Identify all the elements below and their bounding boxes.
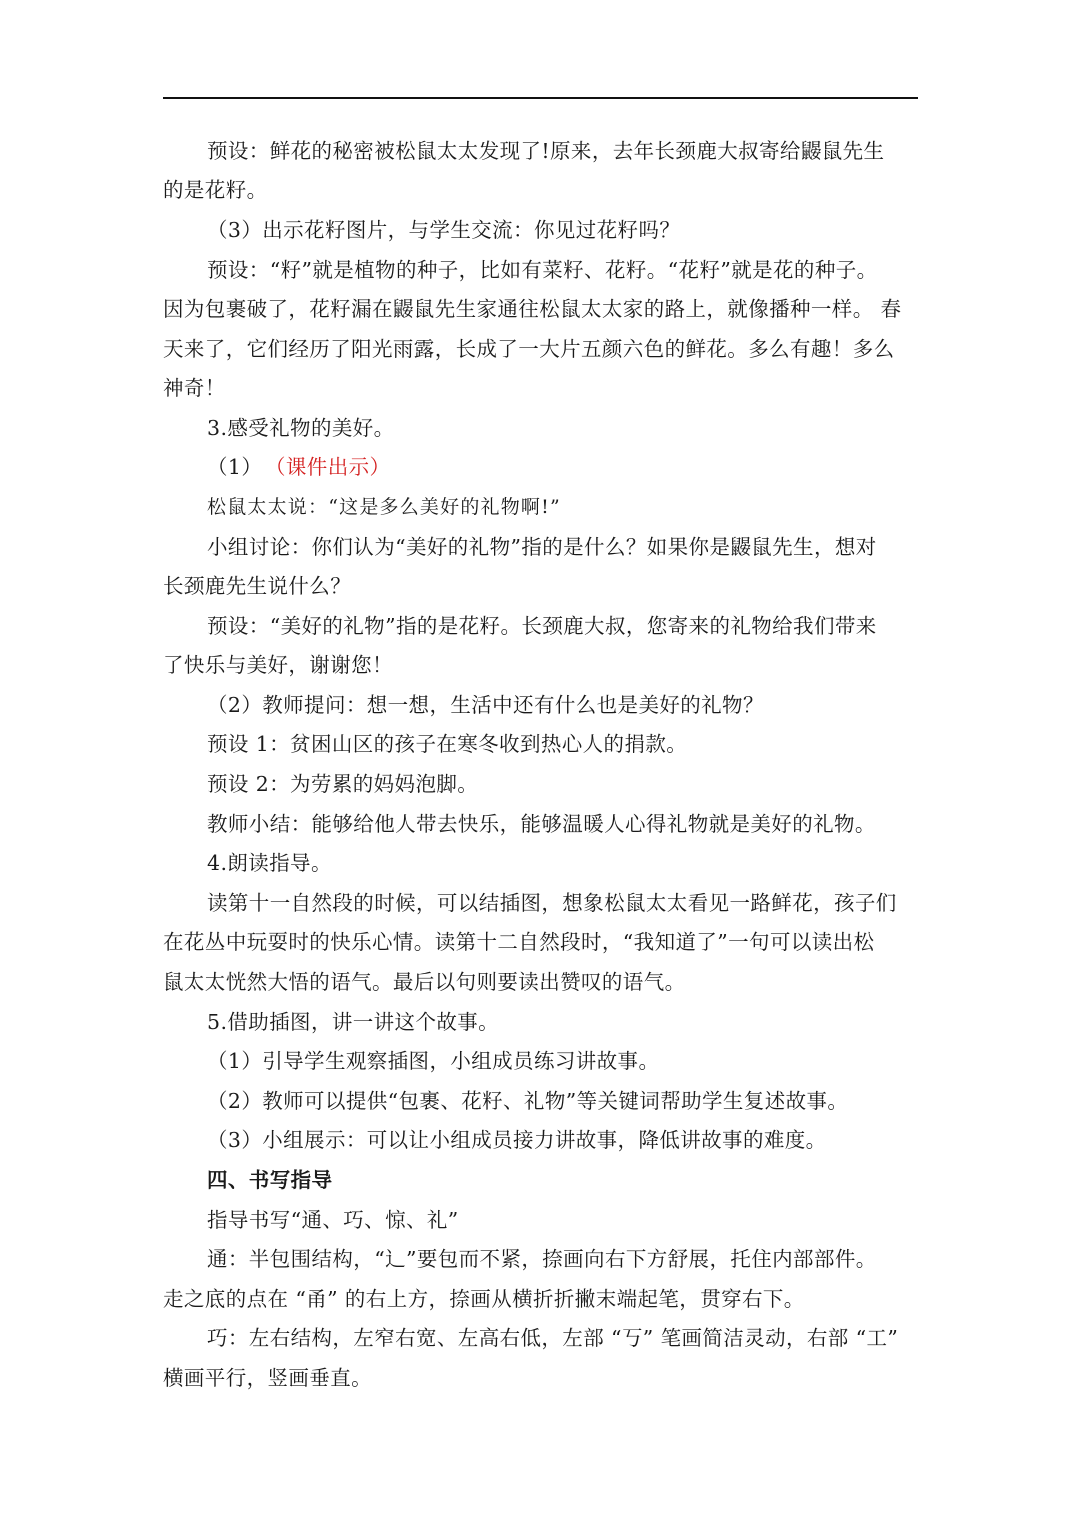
section-heading: 4.朗读指导。: [207, 851, 332, 875]
paragraph-line: 的是花籽。: [163, 178, 268, 202]
paragraph-line: 巧：左右结构，左窄右宽、左高右低，左部 “丂” 笔画简洁灵动，右部 “工”: [207, 1326, 899, 1350]
chapter-heading: 四、书写指导: [207, 1168, 333, 1192]
paragraph-line: 指导书写“通、巧、惊、礼”: [207, 1208, 459, 1232]
paragraph-line: （2）教师可以提供“包裹、花籽、礼物”等关键词帮助学生复述故事。: [207, 1089, 849, 1113]
quote-line: 松鼠太太说：“这是多么美好的礼物啊!”: [207, 496, 561, 518]
paragraph-line: 走之底的点在 “甬” 的右上方，捺画从横折折撇末端起笔，贯穿右下。: [163, 1287, 805, 1311]
paragraph-line: 预设 2：为劳累的妈妈泡脚。: [207, 772, 479, 796]
paragraph-line: 横画平行，竖画垂直。: [163, 1366, 372, 1390]
paragraph-line: 通：半包围结构，“辶”要包而不紧，捺画向右下方舒展，托住内部部件。: [207, 1247, 877, 1271]
paragraph-line: （3）小组展示：可以让小组成员接力讲故事，降低讲故事的难度。: [207, 1128, 827, 1152]
paragraph-line: 天来了，它们经历了阳光雨露，长成了一大片五颜六色的鲜花。多么有趣！多么: [163, 337, 895, 361]
paragraph-line: （2）教师提问：想一想，生活中还有什么也是美好的礼物？: [207, 693, 764, 717]
header-rule: [163, 97, 918, 99]
paragraph-line: 鼠太太恍然大悟的语气。最后以句则要读出赞叹的语气。: [163, 970, 686, 994]
paragraph-line: 读第十一自然段的时候，可以结插图，想象松鼠太太看见一路鲜花，孩子们: [207, 891, 897, 915]
section-heading: 5.借助插图，讲一讲这个故事。: [207, 1010, 500, 1034]
paragraph-line: 预设 1：贫困山区的孩子在寒冬收到热心人的捐款。: [207, 732, 688, 756]
item-number: （1）: [207, 455, 263, 479]
paragraph-line: 小组讨论：你们认为“美好的礼物”指的是什么？如果你是鼹鼠先生，想对: [207, 535, 877, 559]
paragraph-line: 预设：“籽”就是植物的种子，比如有菜籽、花籽。“花籽”就是花的种子。: [207, 258, 878, 282]
paragraph-line: 长颈鹿先生说什么？: [163, 574, 352, 598]
section-heading: 3.感受礼物的美好。: [207, 416, 395, 440]
paragraph-line: （3）出示花籽图片，与学生交流：你见过花籽吗？: [207, 218, 681, 242]
paragraph-line: 神奇！: [163, 376, 226, 400]
paragraph-line: 因为包裹破了，花籽漏在鼹鼠先生家通往松鼠太太家的路上，就像播种一样。 春: [163, 297, 902, 321]
paragraph-line: 预设：“美好的礼物”指的是花籽。长颈鹿大叔，您寄来的礼物给我们带来: [207, 614, 877, 638]
paragraph-line: （1）引导学生观察插图，小组成员练习讲故事。: [207, 1049, 660, 1073]
courseware-label: （课件出示）: [265, 455, 391, 479]
paragraph-line: 预设：鲜花的秘密被松鼠太太发现了!原来，去年长颈鹿大叔寄给鼹鼠先生: [207, 139, 885, 163]
paragraph-line: 教师小结：能够给他人带去快乐，能够温暖人心得礼物就是美好的礼物。: [207, 812, 876, 836]
paragraph-line: 在花丛中玩耍时的快乐心情。读第十二自然段时，“我知道了”一句可以读出松: [163, 930, 875, 954]
paragraph-line: 了快乐与美好，谢谢您！: [163, 653, 393, 677]
